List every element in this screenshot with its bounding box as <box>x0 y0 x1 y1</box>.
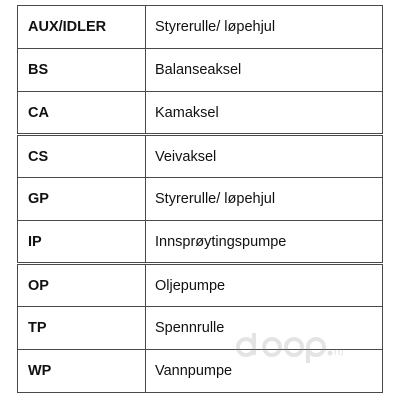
row-code: WP <box>18 350 146 393</box>
row-meaning: Styrerulle/ løpehjul <box>146 6 383 49</box>
table-row <box>18 178 383 221</box>
row-meaning: Styrerulle/ løpehjul <box>146 178 383 221</box>
table-row <box>18 92 383 135</box>
row-meaning: Balanseaksel <box>146 49 383 92</box>
row-code: OP <box>18 264 146 307</box>
table-row <box>18 6 383 49</box>
row-code: TP <box>18 307 146 350</box>
table-row <box>18 49 383 92</box>
table-row <box>18 350 383 393</box>
abbreviation-table <box>17 5 383 393</box>
table-row <box>18 221 383 264</box>
table-row <box>18 307 383 350</box>
row-meaning: Veivaksel <box>146 135 383 178</box>
row-meaning: Oljepumpe <box>146 264 383 307</box>
table-row <box>18 135 383 178</box>
row-meaning: Kamaksel <box>146 92 383 135</box>
row-code: CA <box>18 92 146 135</box>
table-row <box>18 264 383 307</box>
row-meaning: Innsprøytingspumpe <box>146 221 383 264</box>
svg-text:ru: ru <box>334 346 344 358</box>
row-code: GP <box>18 178 146 221</box>
row-code: AUX/IDLER <box>18 6 146 49</box>
row-code: BS <box>18 49 146 92</box>
row-meaning: Spennrulle <box>146 307 383 350</box>
row-meaning: Vannpumpe <box>146 350 383 393</box>
row-code: CS <box>18 135 146 178</box>
row-code: IP <box>18 221 146 264</box>
